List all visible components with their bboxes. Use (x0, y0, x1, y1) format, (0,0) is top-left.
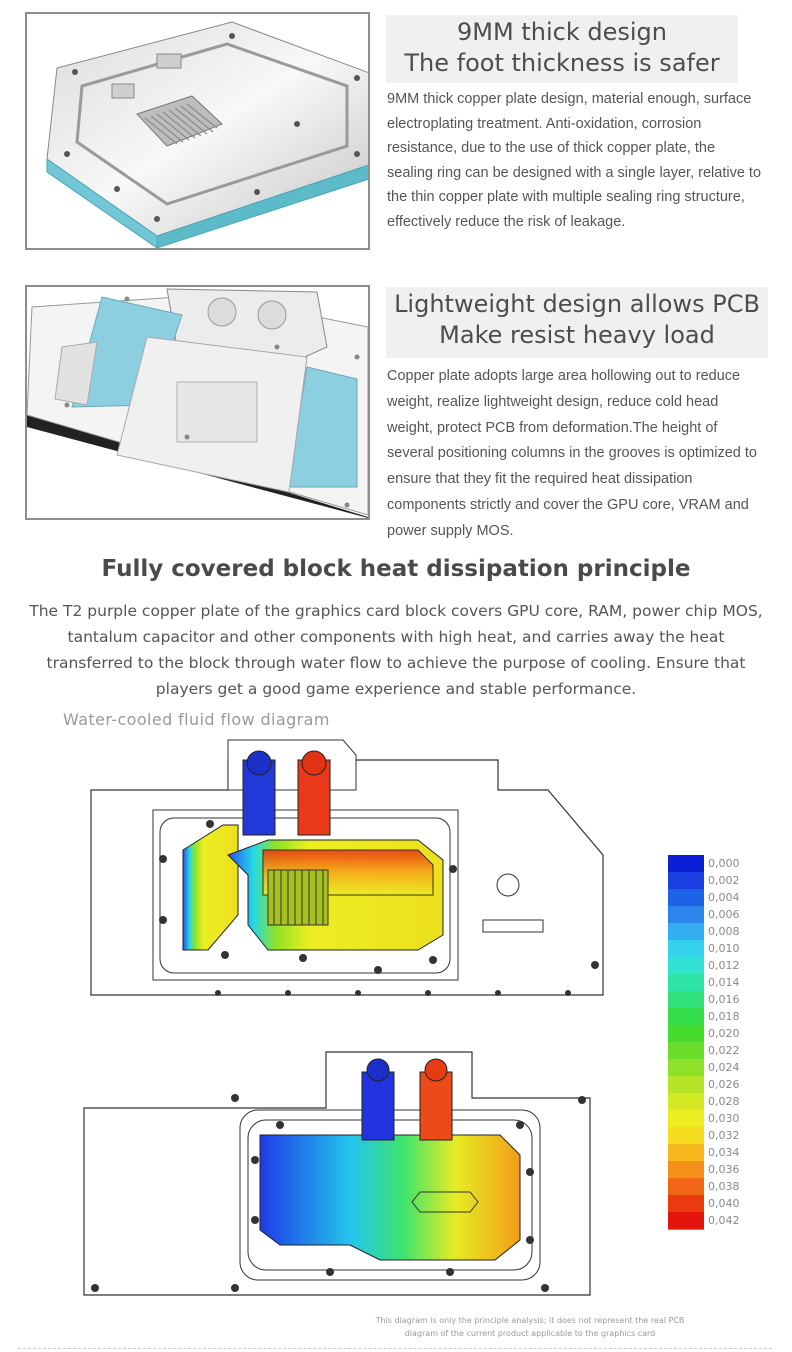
principle-heading: Fully covered block heat dissipation principle (101, 556, 691, 582)
legend-swatch (668, 1161, 704, 1179)
legend-swatch (668, 974, 704, 992)
legend-swatch (668, 906, 704, 924)
legend-swatch (668, 1127, 704, 1145)
legend-value-label: 0,014 (708, 975, 740, 989)
legend-value-label: 0,004 (708, 890, 740, 904)
legend-swatch (668, 1212, 704, 1230)
section-1-title (386, 15, 738, 83)
principle-intro: The T2 purple copper plate of the graphics card block covers GPU core, RAM, power chip MOS, tantalum capacitor and other components with high heat, and carries away the heat transferred to the block through water flow to achieve the purpose of cooling. Ensure that players get a good game experience and stable performance. (29, 602, 763, 698)
legend-swatch (668, 940, 704, 958)
legend-swatch (668, 1178, 704, 1196)
section-1-title-line-1: 9MM thick design (457, 18, 667, 46)
flow-diagram-bottom (80, 1040, 610, 1305)
legend-color-scale (668, 855, 704, 1229)
section-1-title-line-2: The foot thickness is safer (404, 49, 720, 77)
legend-value-label: 0,034 (708, 1145, 740, 1159)
legend-swatch (668, 1144, 704, 1162)
legend-value-label: 0,002 (708, 873, 740, 887)
legend-swatch (668, 1008, 704, 1026)
legend-swatch (668, 957, 704, 975)
legend-swatch (668, 923, 704, 941)
legend-swatch (668, 1042, 704, 1060)
legend-value-label: 0,038 (708, 1179, 740, 1193)
section-2-title (386, 287, 768, 358)
flow-diagram-top (88, 735, 623, 1010)
legend-value-label: 0,020 (708, 1026, 740, 1040)
lightweight-plate-image (25, 285, 370, 520)
bottom-divider (18, 1348, 772, 1349)
legend-value-label: 0,026 (708, 1077, 740, 1091)
legend-swatch (668, 991, 704, 1009)
footnote-line-1: This diagram is only the principle analysis; it does not represent the real PCB (375, 1316, 685, 1325)
legend-value-label: 0,036 (708, 1162, 740, 1176)
water-block-render-thick (27, 14, 368, 248)
section-2-title-line-1: Lightweight design allows PCB (394, 290, 760, 318)
legend-swatch (668, 1093, 704, 1111)
legend-value-label: 0,032 (708, 1128, 740, 1142)
legend-value-label: 0,028 (708, 1094, 740, 1108)
footnote-line-2: diagram of the current product applicable to the graphics card (404, 1329, 656, 1338)
water-block-render-light (27, 287, 368, 518)
copper-plate-image (25, 12, 370, 250)
legend-value-label: 0,022 (708, 1043, 740, 1057)
legend-value-label: 0,010 (708, 941, 740, 955)
diagram-label: Water-cooled fluid flow diagram (63, 710, 330, 729)
section-2-body: Copper plate adopts large area hollowing out to reduce weight, realize lightweight design, reduce cold head weight, protect PCB from deformation.The height of several positioning columns in the grooves is optimized to ensure that they fit the required heat dissipation components strictly and cover the GPU core, VRAM and power supply MOS. (387, 368, 757, 539)
legend-swatch (668, 1025, 704, 1043)
legend-swatch (668, 1195, 704, 1213)
legend-value-label: 0,040 (708, 1196, 740, 1210)
legend-value-label: 0,008 (708, 924, 740, 938)
legend-swatch (668, 872, 704, 890)
legend-swatch (668, 889, 704, 907)
legend-value-label: 0,016 (708, 992, 740, 1006)
legend-value-label: 0,018 (708, 1009, 740, 1023)
legend-value-label: 0,030 (708, 1111, 740, 1125)
section-2-title-line-2: Make resist heavy load (439, 321, 715, 349)
legend-swatch (668, 855, 704, 873)
legend-swatch (668, 1059, 704, 1077)
diagram-footnote (330, 1314, 730, 1340)
legend-value-label: 0,042 (708, 1213, 740, 1227)
legend-value-label: 0,000 (708, 856, 740, 870)
legend-swatch (668, 1076, 704, 1094)
legend-value-label: 0,024 (708, 1060, 740, 1074)
legend-value-label: 0,006 (708, 907, 740, 921)
legend-value-label: 0,012 (708, 958, 740, 972)
section-1-body: 9MM thick copper plate design, material enough, surface electroplating treatment. Anti-oxidation, corrosion resistance, due to the use of thick copper plate, the sealing ring can be designed with a single layer, relative to the thin copper plate with multiple sealing ring structure, effectively reduce the risk of leakage. (387, 91, 762, 230)
legend-swatch (668, 1110, 704, 1128)
